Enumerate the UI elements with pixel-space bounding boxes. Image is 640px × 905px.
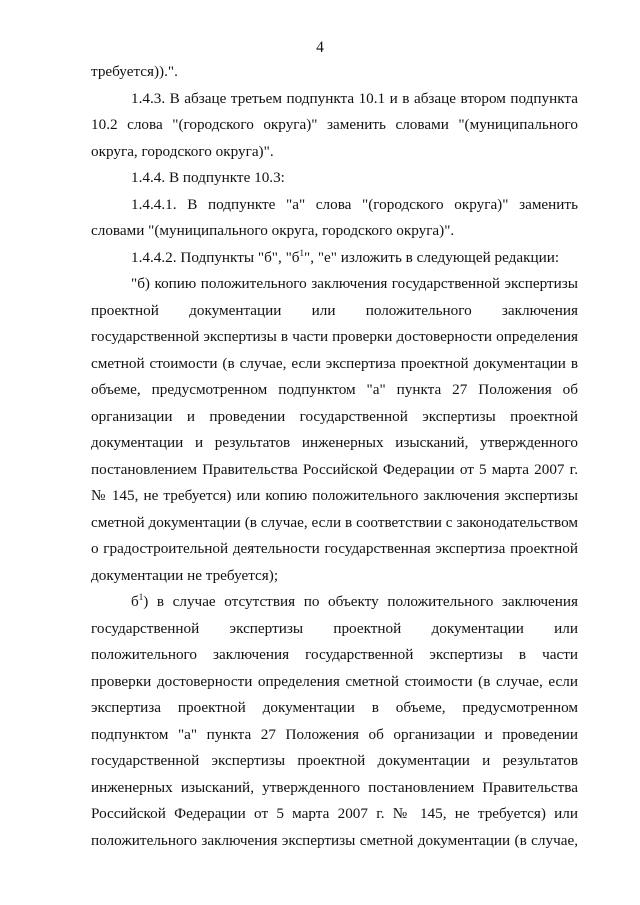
paragraph-1-4-4-2-text-b: ", "е" изложить в следующей редакции: xyxy=(304,248,560,266)
paragraph-subitem-b1-text-a: б xyxy=(131,593,139,610)
superscript-1: 1 xyxy=(138,591,144,602)
paragraph-subitem-b: "б) копию положительного заключения государственной экспертизы проектной документации или положительного заключения государственной экспертизы в части проверки достоверности определения сметной стоимости (в случае, если экспертиза проектной документации в объеме, предусмотренном подпунктом "а" пункта 27 Положения об организации и проведении государственной экспертизы проектной документации и результатов инженерных изысканий, утвержденного постановлением Правительства Российской Федерации от 5 марта 2007 г. № 145, не требуется) или копию положительного заключения экспертизы сметной документации (в случае, если в соответствии с законодательством о градостроительной деятельности государственная экспертиза проектной документации не требуется); xyxy=(91,275,578,584)
paragraph-1-4-4: 1.4.4. В подпункте 10.3: xyxy=(131,169,285,186)
page-number: 4 xyxy=(316,39,324,56)
superscript-1: 1 xyxy=(299,247,305,258)
paragraph-1-4-4-2-text-a: 1.4.4.2. Подпункты "б", "б xyxy=(131,248,300,266)
paragraph-1-4-4-2 xyxy=(91,245,578,272)
paragraph-1-4-3: 1.4.3. В абзаце третьем подпункта 10.1 и в абзаце втором подпункта 10.2 слова "(городского округа)" заменить словами "(муниципального округа, городского округа)". xyxy=(91,89,578,160)
paragraph-subitem-b1-text-b: ) в случае отсутствия по объекту положительного заключения государственной экспертизы проектной документации или положительного заключения государственной экспертизы в части проверки достоверности определения сметной стоимости (в случае, если экспертиза проектной документации в объеме, предусмотренном подпунктом "а" пункта 27 Положения об организации и проведении государственной экспертизы проектной документации и результатов инженерных изысканий, утвержденного постановлением Правительства Российской Федерации от 5 марта 2007 г. № 145, не требуется) или положительного заключения экспертизы сметной документации (в случае, xyxy=(91,593,578,849)
paragraph-1-4-4-1: 1.4.4.1. В подпункте "а" слова "(городского округа)" заменить словами "(муниципального округа, городского округа)". xyxy=(91,195,578,239)
paragraph-subitem-b1 xyxy=(91,589,578,854)
paragraph-continuation: требуется)).". xyxy=(91,63,178,80)
document-body xyxy=(91,59,578,854)
